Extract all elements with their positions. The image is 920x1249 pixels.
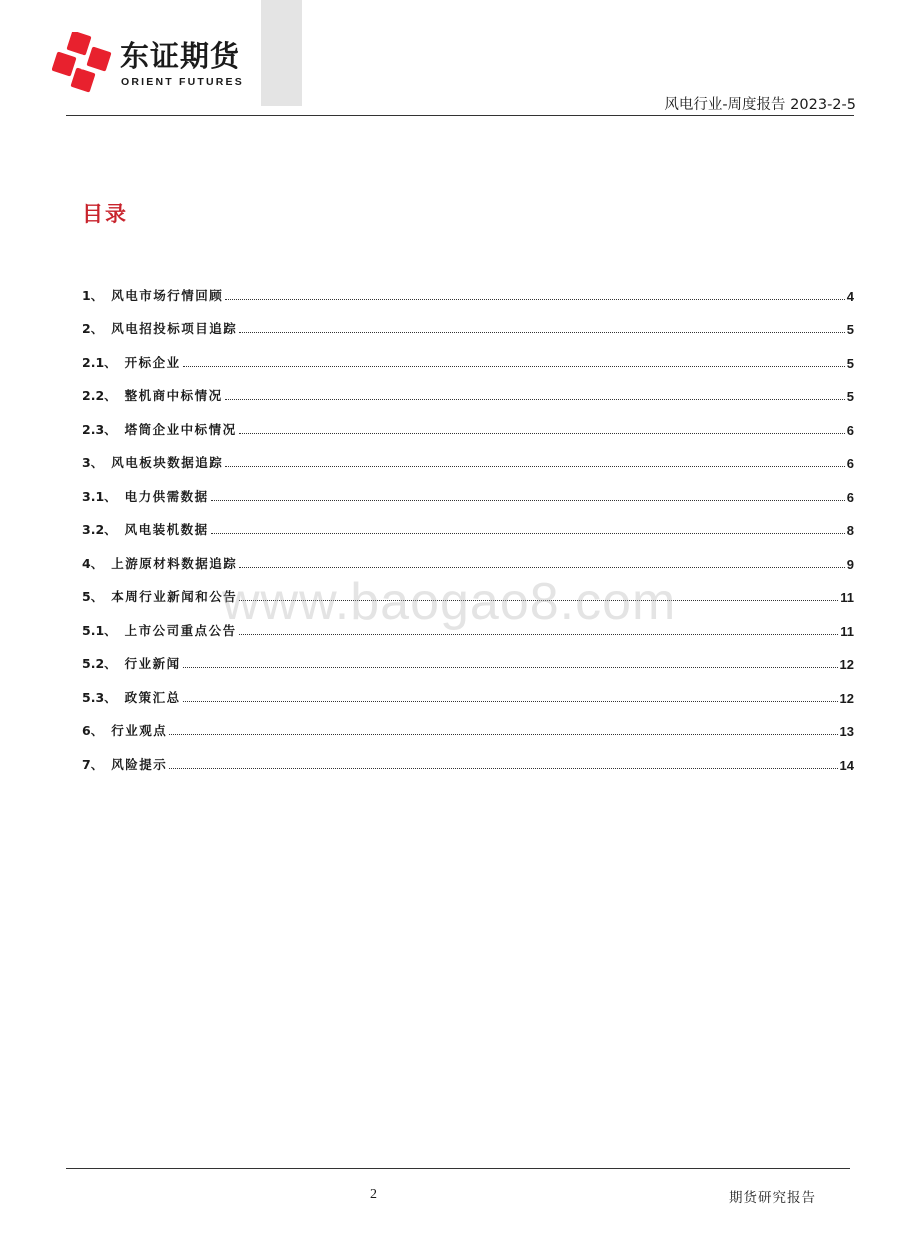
- toc-dot-leader: [225, 466, 845, 467]
- toc-dot-leader: [169, 734, 837, 735]
- toc-entry[interactable]: [82, 538, 854, 572]
- toc-entry[interactable]: [82, 337, 854, 371]
- toc-entry-page: 5: [846, 389, 854, 404]
- toc-entry-title: 风电招投标项目追踪: [111, 321, 238, 336]
- toc-dot-leader: [183, 667, 838, 668]
- toc-entry-number: 5、: [82, 589, 104, 604]
- toc-entry-title: 开标企业: [124, 354, 181, 370]
- footer-report-type: 期货研究报告: [729, 1190, 816, 1206]
- toc-entry-title: 风电市场行情回顾: [111, 287, 224, 303]
- toc-entry-title: 政策汇总: [124, 689, 181, 705]
- toc-entry-title: 风险提示: [111, 756, 168, 772]
- toc-entry[interactable]: [82, 404, 854, 438]
- toc-entry-number: 3、: [82, 455, 104, 470]
- toc-entry-page: 6: [846, 489, 854, 505]
- toc-dot-leader: [183, 701, 838, 702]
- toc-entry-number: 4、: [82, 555, 104, 571]
- toc-entry-number: 5.3、: [82, 689, 117, 705]
- toc-entry[interactable]: [82, 471, 854, 505]
- report-header-title: 风电行业-周度报告 2023-2-5: [664, 97, 856, 113]
- toc-dot-leader: [239, 634, 839, 635]
- toc-entry-page: 5: [846, 322, 854, 337]
- header-gray-strip: [261, 0, 302, 106]
- toc-entry-number: 7、: [82, 756, 104, 772]
- toc-entry-title: 风电装机数据: [124, 522, 209, 537]
- toc-entry-title: 塔筒企业中标情况: [124, 421, 237, 437]
- toc-entry-page: 12: [839, 657, 854, 672]
- table-of-contents: [82, 270, 854, 773]
- toc-entry-number: 1、: [82, 287, 104, 303]
- toc-heading: 目录: [82, 201, 128, 226]
- toc-entry[interactable]: [82, 605, 854, 639]
- toc-dot-leader: [239, 567, 845, 568]
- toc-dot-leader: [239, 600, 838, 601]
- toc-entry-title: 行业新闻: [124, 656, 181, 671]
- logo-english-name: ORIENT FUTURES: [121, 76, 244, 88]
- toc-dot-leader: [239, 332, 845, 333]
- toc-entry-number: 5.1、: [82, 622, 117, 638]
- footer-divider: [66, 1168, 850, 1169]
- toc-entry-title: 上市公司重点公告: [124, 622, 237, 638]
- company-logo: [52, 32, 252, 94]
- toc-entry-number: 2.3、: [82, 421, 117, 437]
- toc-entry-number: 3.1、: [82, 488, 117, 504]
- toc-entry-number: 3.2、: [82, 522, 117, 537]
- toc-entry-page: 13: [839, 724, 854, 739]
- toc-entry[interactable]: [82, 438, 854, 472]
- toc-entry[interactable]: [82, 672, 854, 706]
- toc-entry-page: 9: [846, 556, 854, 572]
- toc-entry-number: 6、: [82, 723, 104, 738]
- toc-dot-leader: [225, 399, 845, 400]
- toc-entry[interactable]: [82, 739, 854, 773]
- watermark: www.baogao8.com: [222, 573, 677, 631]
- toc-entry-title: 电力供需数据: [124, 488, 209, 504]
- toc-entry-page: 11: [840, 623, 854, 639]
- toc-entry-page: 14: [839, 757, 854, 773]
- toc-entry-title: 风电板块数据追踪: [111, 455, 224, 470]
- toc-entry-page: 6: [846, 422, 854, 438]
- toc-entry-number: 5.2、: [82, 656, 117, 671]
- toc-entry-title: 本周行业新闻和公告: [111, 589, 238, 604]
- toc-dot-leader: [183, 366, 845, 367]
- toc-entry-page: 6: [846, 456, 854, 471]
- toc-dot-leader: [211, 500, 845, 501]
- toc-dot-leader: [239, 433, 845, 434]
- logo-chinese-name: 东证期货: [120, 39, 241, 73]
- toc-dot-leader: [225, 299, 845, 300]
- toc-entry-page: 4: [846, 288, 854, 304]
- toc-entry[interactable]: [82, 572, 854, 606]
- toc-entry-number: 2、: [82, 321, 104, 336]
- toc-entry-title: 上游原材料数据追踪: [111, 555, 238, 571]
- toc-entry-page: 11: [840, 590, 854, 605]
- toc-dot-leader: [211, 533, 845, 534]
- footer-page-number: 2: [370, 1187, 377, 1202]
- toc-entry-title: 行业观点: [111, 723, 168, 738]
- toc-entry[interactable]: [82, 706, 854, 740]
- toc-entry[interactable]: [82, 304, 854, 338]
- toc-entry-number: 2.2、: [82, 388, 117, 403]
- toc-entry-page: 5: [846, 355, 854, 371]
- header-divider: [66, 115, 854, 116]
- orient-futures-logo-icon: [52, 32, 112, 94]
- toc-entry[interactable]: [82, 270, 854, 304]
- toc-entry-title: 整机商中标情况: [124, 388, 223, 403]
- toc-entry-number: 2.1、: [82, 354, 117, 370]
- toc-entry-page: 12: [839, 690, 854, 706]
- toc-entry-page: 8: [846, 523, 854, 538]
- toc-entry[interactable]: [82, 639, 854, 673]
- toc-entry[interactable]: [82, 505, 854, 539]
- toc-dot-leader: [169, 768, 837, 769]
- toc-entry[interactable]: [82, 371, 854, 405]
